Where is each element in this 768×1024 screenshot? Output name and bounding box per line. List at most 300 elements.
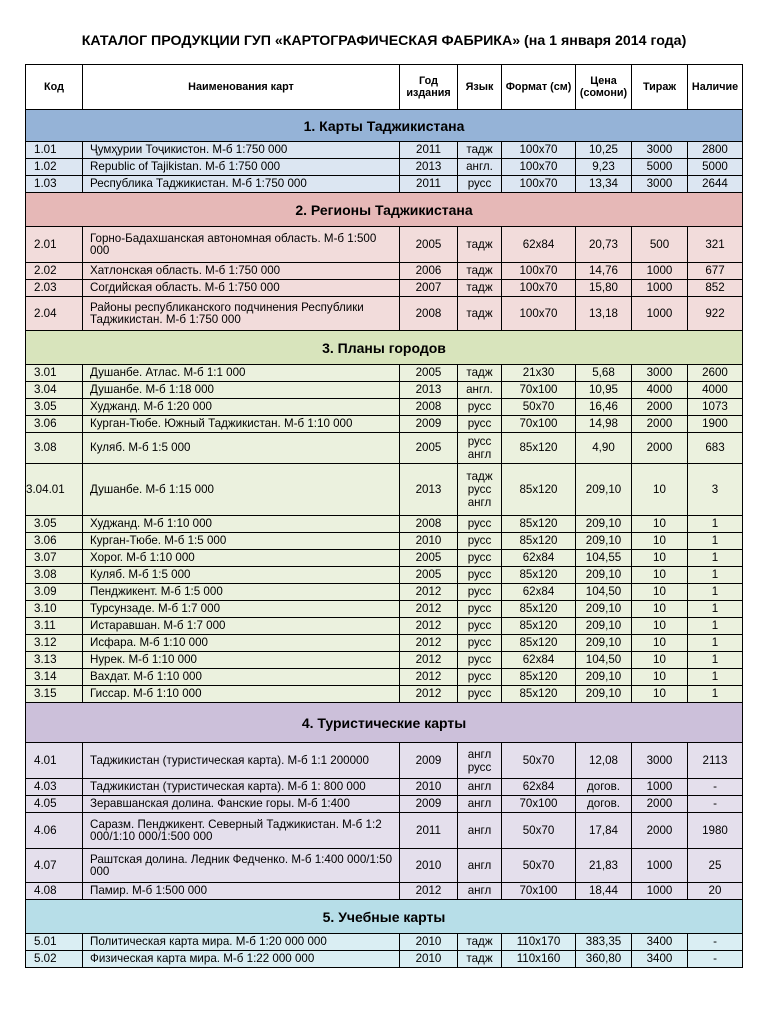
stock-cell: - bbox=[688, 796, 743, 813]
stock-cell: 1 bbox=[688, 584, 743, 601]
year-cell: 2009 bbox=[400, 796, 458, 813]
name-cell: Худжанд. М-б 1:20 000 bbox=[83, 399, 400, 416]
stock-cell: 2600 bbox=[688, 365, 743, 382]
stock-cell: 1 bbox=[688, 652, 743, 669]
header-row bbox=[26, 65, 743, 110]
year-cell: 2008 bbox=[400, 516, 458, 533]
format-cell: 85х120 bbox=[502, 516, 576, 533]
format-cell: 70х100 bbox=[502, 382, 576, 399]
format-cell: 100х70 bbox=[502, 159, 576, 176]
language-cell: тадж bbox=[458, 280, 502, 297]
print-run-cell: 10 bbox=[632, 601, 688, 618]
print-run-cell: 2000 bbox=[632, 399, 688, 416]
stock-cell: 1 bbox=[688, 618, 743, 635]
code-cell: 5.01 bbox=[26, 934, 83, 951]
language-cell: тадж bbox=[458, 142, 502, 159]
price-cell: 16,46 bbox=[576, 399, 632, 416]
code-cell: 3.06 bbox=[26, 533, 83, 550]
language-cell: тадж bbox=[458, 263, 502, 280]
year-cell: 2013 bbox=[400, 464, 458, 516]
table-row bbox=[26, 951, 743, 968]
stock-cell: 20 bbox=[688, 883, 743, 900]
stock-cell: - bbox=[688, 934, 743, 951]
price-cell: 21,83 bbox=[576, 849, 632, 883]
table-row bbox=[26, 159, 743, 176]
price-cell: 104,50 bbox=[576, 584, 632, 601]
language-cell: тадж bbox=[458, 297, 502, 331]
stock-cell: 1900 bbox=[688, 416, 743, 433]
language-cell: англ. bbox=[458, 382, 502, 399]
stock-cell: 2644 bbox=[688, 176, 743, 193]
price-cell: 209,10 bbox=[576, 516, 632, 533]
name-cell: Турсунзаде. М-б 1:7 000 bbox=[83, 601, 400, 618]
print-run-cell: 3000 bbox=[632, 743, 688, 779]
format-cell: 70х100 bbox=[502, 796, 576, 813]
price-cell: 13,18 bbox=[576, 297, 632, 331]
format-cell: 100х70 bbox=[502, 176, 576, 193]
header-stock: Наличие bbox=[688, 65, 743, 110]
language-cell: англ bbox=[458, 849, 502, 883]
section-heading-row bbox=[26, 331, 743, 365]
format-cell: 110х160 bbox=[502, 951, 576, 968]
stock-cell: 3 bbox=[688, 464, 743, 516]
price-cell: 209,10 bbox=[576, 686, 632, 703]
price-cell: 209,10 bbox=[576, 464, 632, 516]
stock-cell: 1073 bbox=[688, 399, 743, 416]
print-run-cell: 5000 bbox=[632, 159, 688, 176]
stock-cell: 677 bbox=[688, 263, 743, 280]
format-cell: 85х120 bbox=[502, 601, 576, 618]
price-cell: 20,73 bbox=[576, 227, 632, 263]
header-print-run: Тираж bbox=[632, 65, 688, 110]
table-row bbox=[26, 567, 743, 584]
header-language: Язык bbox=[458, 65, 502, 110]
stock-cell: - bbox=[688, 779, 743, 796]
price-cell: 10,25 bbox=[576, 142, 632, 159]
name-cell: Гиссар. М-б 1:10 000 bbox=[83, 686, 400, 703]
print-run-cell: 10 bbox=[632, 584, 688, 601]
year-cell: 2005 bbox=[400, 433, 458, 464]
code-cell: 2.04 bbox=[26, 297, 83, 331]
catalog-table bbox=[25, 64, 743, 968]
name-cell: Горно-Бадахшанская автономная область. М-б 1:500 000 bbox=[83, 227, 400, 263]
table-row bbox=[26, 601, 743, 618]
format-cell: 62х84 bbox=[502, 227, 576, 263]
print-run-cell: 10 bbox=[632, 686, 688, 703]
stock-cell: 4000 bbox=[688, 382, 743, 399]
code-cell: 1.02 bbox=[26, 159, 83, 176]
format-cell: 85х120 bbox=[502, 464, 576, 516]
stock-cell: 852 bbox=[688, 280, 743, 297]
name-cell: Душанбе. М-б 1:15 000 bbox=[83, 464, 400, 516]
year-cell: 2010 bbox=[400, 951, 458, 968]
table-row bbox=[26, 686, 743, 703]
table-row bbox=[26, 365, 743, 382]
print-run-cell: 1000 bbox=[632, 779, 688, 796]
catalog-body bbox=[26, 110, 743, 968]
code-cell: 1.01 bbox=[26, 142, 83, 159]
language-cell: русс bbox=[458, 669, 502, 686]
code-cell: 3.15 bbox=[26, 686, 83, 703]
price-cell: 360,80 bbox=[576, 951, 632, 968]
name-cell: Куляб. М-б 1:5 000 bbox=[83, 433, 400, 464]
year-cell: 2009 bbox=[400, 416, 458, 433]
stock-cell: 2113 bbox=[688, 743, 743, 779]
year-cell: 2006 bbox=[400, 263, 458, 280]
code-cell: 5.02 bbox=[26, 951, 83, 968]
table-row bbox=[26, 142, 743, 159]
print-run-cell: 10 bbox=[632, 533, 688, 550]
price-cell: 5,68 bbox=[576, 365, 632, 382]
stock-cell: 683 bbox=[688, 433, 743, 464]
price-cell: 104,50 bbox=[576, 652, 632, 669]
table-row bbox=[26, 416, 743, 433]
section-title: 2. Регионы Таджикистана bbox=[26, 193, 743, 227]
language-cell: тадж bbox=[458, 951, 502, 968]
name-cell: Куляб. М-б 1:5 000 bbox=[83, 567, 400, 584]
stock-cell: 1 bbox=[688, 601, 743, 618]
name-cell: Исфара. М-б 1:10 000 bbox=[83, 635, 400, 652]
name-cell: Душанбе. Атлас. М-б 1:1 000 bbox=[83, 365, 400, 382]
format-cell: 70х100 bbox=[502, 883, 576, 900]
print-run-cell: 1000 bbox=[632, 263, 688, 280]
language-cell: англ bbox=[458, 813, 502, 849]
section-title: 5. Учебные карты bbox=[26, 900, 743, 934]
table-row bbox=[26, 176, 743, 193]
year-cell: 2012 bbox=[400, 618, 458, 635]
name-cell: Саразм. Пенджикент. Северный Таджикистан. М-б 1:2 000/1:10 000/1:500 000 bbox=[83, 813, 400, 849]
stock-cell: 922 bbox=[688, 297, 743, 331]
name-cell: Душанбе. М-б 1:18 000 bbox=[83, 382, 400, 399]
table-row bbox=[26, 382, 743, 399]
year-cell: 2012 bbox=[400, 601, 458, 618]
year-cell: 2007 bbox=[400, 280, 458, 297]
section-title: 3. Планы городов bbox=[26, 331, 743, 365]
stock-cell: 1 bbox=[688, 686, 743, 703]
section-heading-row bbox=[26, 900, 743, 934]
year-cell: 2005 bbox=[400, 550, 458, 567]
format-cell: 100х70 bbox=[502, 280, 576, 297]
language-cell: русс англ bbox=[458, 433, 502, 464]
print-run-cell: 10 bbox=[632, 669, 688, 686]
section-heading-row bbox=[26, 110, 743, 142]
format-cell: 70х100 bbox=[502, 416, 576, 433]
section-title: 1. Карты Таджикистана bbox=[26, 110, 743, 142]
print-run-cell: 3400 bbox=[632, 934, 688, 951]
format-cell: 85х120 bbox=[502, 567, 576, 584]
code-cell: 3.13 bbox=[26, 652, 83, 669]
format-cell: 85х120 bbox=[502, 635, 576, 652]
print-run-cell: 10 bbox=[632, 652, 688, 669]
language-cell: англ bbox=[458, 883, 502, 900]
stock-cell: 1 bbox=[688, 516, 743, 533]
page-title: КАТАЛОГ ПРОДУКЦИИ ГУП «КАРТОГРАФИЧЕСКАЯ ФАБРИКА» (на 1 января 2014 года) bbox=[81, 33, 687, 49]
header-price: Цена (сомони) bbox=[576, 65, 632, 110]
name-cell: Физическая карта мира. М-б 1:22 000 000 bbox=[83, 951, 400, 968]
code-cell: 2.02 bbox=[26, 263, 83, 280]
code-cell: 3.10 bbox=[26, 601, 83, 618]
stock-cell: 1 bbox=[688, 533, 743, 550]
table-row bbox=[26, 796, 743, 813]
code-cell: 3.06 bbox=[26, 416, 83, 433]
table-row bbox=[26, 297, 743, 331]
year-cell: 2011 bbox=[400, 142, 458, 159]
code-cell: 3.04 bbox=[26, 382, 83, 399]
table-row bbox=[26, 533, 743, 550]
price-cell: 18,44 bbox=[576, 883, 632, 900]
year-cell: 2010 bbox=[400, 849, 458, 883]
name-cell: Хорог. М-б 1:10 000 bbox=[83, 550, 400, 567]
print-run-cell: 1000 bbox=[632, 883, 688, 900]
code-cell: 4.03 bbox=[26, 779, 83, 796]
stock-cell: 1 bbox=[688, 635, 743, 652]
price-cell: 15,80 bbox=[576, 280, 632, 297]
format-cell: 62х84 bbox=[502, 584, 576, 601]
price-cell: 12,08 bbox=[576, 743, 632, 779]
table-row bbox=[26, 669, 743, 686]
code-cell: 4.01 bbox=[26, 743, 83, 779]
code-cell: 2.03 bbox=[26, 280, 83, 297]
table-row bbox=[26, 280, 743, 297]
name-cell: Республика Таджикистан. М-б 1:750 000 bbox=[83, 176, 400, 193]
table-row bbox=[26, 550, 743, 567]
table-row bbox=[26, 464, 743, 516]
year-cell: 2010 bbox=[400, 779, 458, 796]
print-run-cell: 3000 bbox=[632, 142, 688, 159]
price-cell: 209,10 bbox=[576, 635, 632, 652]
language-cell: русс bbox=[458, 601, 502, 618]
name-cell: Худжанд. М-б 1:10 000 bbox=[83, 516, 400, 533]
price-cell: догов. bbox=[576, 779, 632, 796]
format-cell: 62х84 bbox=[502, 779, 576, 796]
print-run-cell: 1000 bbox=[632, 280, 688, 297]
language-cell: русс bbox=[458, 516, 502, 533]
print-run-cell: 2000 bbox=[632, 416, 688, 433]
language-cell: англ bbox=[458, 779, 502, 796]
code-cell: 1.03 bbox=[26, 176, 83, 193]
language-cell: русс bbox=[458, 416, 502, 433]
print-run-cell: 3000 bbox=[632, 365, 688, 382]
language-cell: тадж bbox=[458, 365, 502, 382]
price-cell: 104,55 bbox=[576, 550, 632, 567]
code-cell: 3.04.01 bbox=[26, 464, 83, 516]
language-cell: русс bbox=[458, 550, 502, 567]
print-run-cell: 1000 bbox=[632, 297, 688, 331]
header-name: Наименования карт bbox=[83, 65, 400, 110]
year-cell: 2008 bbox=[400, 399, 458, 416]
name-cell: Таджикистан (туристическая карта). М-б 1: 800 000 bbox=[83, 779, 400, 796]
format-cell: 100х70 bbox=[502, 263, 576, 280]
print-run-cell: 10 bbox=[632, 464, 688, 516]
format-cell: 110х170 bbox=[502, 934, 576, 951]
price-cell: догов. bbox=[576, 796, 632, 813]
code-cell: 4.06 bbox=[26, 813, 83, 849]
format-cell: 85х120 bbox=[502, 686, 576, 703]
print-run-cell: 10 bbox=[632, 618, 688, 635]
print-run-cell: 4000 bbox=[632, 382, 688, 399]
format-cell: 50х70 bbox=[502, 813, 576, 849]
format-cell: 50х70 bbox=[502, 399, 576, 416]
name-cell: Таджикистан (туристическая карта). М-б 1:1 200000 bbox=[83, 743, 400, 779]
stock-cell: 321 bbox=[688, 227, 743, 263]
format-cell: 85х120 bbox=[502, 533, 576, 550]
language-cell: русс bbox=[458, 176, 502, 193]
format-cell: 62х84 bbox=[502, 652, 576, 669]
year-cell: 2010 bbox=[400, 533, 458, 550]
format-cell: 85х120 bbox=[502, 618, 576, 635]
price-cell: 209,10 bbox=[576, 567, 632, 584]
price-cell: 14,76 bbox=[576, 263, 632, 280]
year-cell: 2012 bbox=[400, 652, 458, 669]
language-cell: русс bbox=[458, 533, 502, 550]
language-cell: русс bbox=[458, 618, 502, 635]
year-cell: 2013 bbox=[400, 382, 458, 399]
language-cell: русс bbox=[458, 686, 502, 703]
format-cell: 100х70 bbox=[502, 297, 576, 331]
code-cell: 3.07 bbox=[26, 550, 83, 567]
format-cell: 85х120 bbox=[502, 669, 576, 686]
language-cell: тадж bbox=[458, 934, 502, 951]
table-row bbox=[26, 618, 743, 635]
print-run-cell: 2000 bbox=[632, 813, 688, 849]
table-row bbox=[26, 399, 743, 416]
year-cell: 2013 bbox=[400, 159, 458, 176]
code-cell: 3.11 bbox=[26, 618, 83, 635]
table-row bbox=[26, 227, 743, 263]
print-run-cell: 2000 bbox=[632, 433, 688, 464]
print-run-cell: 10 bbox=[632, 550, 688, 567]
price-cell: 14,98 bbox=[576, 416, 632, 433]
year-cell: 2009 bbox=[400, 743, 458, 779]
stock-cell: 1 bbox=[688, 567, 743, 584]
table-row bbox=[26, 584, 743, 601]
name-cell: Зеравшанская долина. Фанские горы. М-б 1:400 bbox=[83, 796, 400, 813]
stock-cell: 2800 bbox=[688, 142, 743, 159]
table-row bbox=[26, 883, 743, 900]
stock-cell: - bbox=[688, 951, 743, 968]
section-title: 4. Туристические карты bbox=[26, 703, 743, 743]
name-cell: Курган-Тюбе. Южный Таджикистан. М-б 1:10 000 bbox=[83, 416, 400, 433]
format-cell: 50х70 bbox=[502, 743, 576, 779]
code-cell: 3.05 bbox=[26, 516, 83, 533]
format-cell: 85х120 bbox=[502, 433, 576, 464]
print-run-cell: 500 bbox=[632, 227, 688, 263]
print-run-cell: 2000 bbox=[632, 796, 688, 813]
table-row bbox=[26, 813, 743, 849]
table-row bbox=[26, 516, 743, 533]
code-cell: 3.05 bbox=[26, 399, 83, 416]
stock-cell: 5000 bbox=[688, 159, 743, 176]
name-cell: Памир. М-б 1:500 000 bbox=[83, 883, 400, 900]
table-row bbox=[26, 263, 743, 280]
language-cell: русс bbox=[458, 567, 502, 584]
name-cell: Истаравшан. М-б 1:7 000 bbox=[83, 618, 400, 635]
year-cell: 2012 bbox=[400, 669, 458, 686]
code-cell: 3.09 bbox=[26, 584, 83, 601]
year-cell: 2005 bbox=[400, 365, 458, 382]
price-cell: 4,90 bbox=[576, 433, 632, 464]
stock-cell: 1980 bbox=[688, 813, 743, 849]
language-cell: англ. bbox=[458, 159, 502, 176]
language-cell: русс bbox=[458, 399, 502, 416]
header-format: Формат (см) bbox=[502, 65, 576, 110]
name-cell: Курган-Тюбе. М-б 1:5 000 bbox=[83, 533, 400, 550]
table-row bbox=[26, 433, 743, 464]
price-cell: 209,10 bbox=[576, 618, 632, 635]
name-cell: Вахдат. М-б 1:10 000 bbox=[83, 669, 400, 686]
year-cell: 2005 bbox=[400, 567, 458, 584]
language-cell: англ русс bbox=[458, 743, 502, 779]
price-cell: 9,23 bbox=[576, 159, 632, 176]
year-cell: 2011 bbox=[400, 813, 458, 849]
year-cell: 2012 bbox=[400, 686, 458, 703]
code-cell: 3.01 bbox=[26, 365, 83, 382]
print-run-cell: 10 bbox=[632, 516, 688, 533]
name-cell: Раштская долина. Ледник Федченко. М-б 1:400 000/1:50 000 bbox=[83, 849, 400, 883]
table-row bbox=[26, 743, 743, 779]
price-cell: 209,10 bbox=[576, 669, 632, 686]
format-cell: 100х70 bbox=[502, 142, 576, 159]
name-cell: Хатлонская область. М-б 1:750 000 bbox=[83, 263, 400, 280]
year-cell: 2012 bbox=[400, 584, 458, 601]
price-cell: 209,10 bbox=[576, 533, 632, 550]
language-cell: русс bbox=[458, 652, 502, 669]
price-cell: 17,84 bbox=[576, 813, 632, 849]
header-year: Год издания bbox=[400, 65, 458, 110]
print-run-cell: 10 bbox=[632, 567, 688, 584]
year-cell: 2008 bbox=[400, 297, 458, 331]
language-cell: русс bbox=[458, 584, 502, 601]
stock-cell: 1 bbox=[688, 550, 743, 567]
table-row bbox=[26, 652, 743, 669]
code-cell: 4.05 bbox=[26, 796, 83, 813]
print-run-cell: 3000 bbox=[632, 176, 688, 193]
section-heading-row bbox=[26, 703, 743, 743]
year-cell: 2012 bbox=[400, 635, 458, 652]
format-cell: 21х30 bbox=[502, 365, 576, 382]
print-run-cell: 10 bbox=[632, 635, 688, 652]
format-cell: 50х70 bbox=[502, 849, 576, 883]
year-cell: 2012 bbox=[400, 883, 458, 900]
code-cell: 4.07 bbox=[26, 849, 83, 883]
language-cell: русс bbox=[458, 635, 502, 652]
year-cell: 2011 bbox=[400, 176, 458, 193]
print-run-cell: 3400 bbox=[632, 951, 688, 968]
table-row bbox=[26, 849, 743, 883]
code-cell: 2.01 bbox=[26, 227, 83, 263]
header-code: Код bbox=[26, 65, 83, 110]
year-cell: 2010 bbox=[400, 934, 458, 951]
code-cell: 3.14 bbox=[26, 669, 83, 686]
price-cell: 383,35 bbox=[576, 934, 632, 951]
name-cell: Политическая карта мира. М-б 1:20 000 000 bbox=[83, 934, 400, 951]
code-cell: 3.12 bbox=[26, 635, 83, 652]
name-cell: Нурек. М-б 1:10 000 bbox=[83, 652, 400, 669]
code-cell: 4.08 bbox=[26, 883, 83, 900]
price-cell: 209,10 bbox=[576, 601, 632, 618]
language-cell: англ bbox=[458, 796, 502, 813]
code-cell: 3.08 bbox=[26, 433, 83, 464]
section-heading-row bbox=[26, 193, 743, 227]
name-cell: Районы республиканского подчинения Республики Таджикистан. М-б 1:750 000 bbox=[83, 297, 400, 331]
print-run-cell: 1000 bbox=[632, 849, 688, 883]
language-cell: тадж русс англ bbox=[458, 464, 502, 516]
table-row bbox=[26, 635, 743, 652]
language-cell: тадж bbox=[458, 227, 502, 263]
name-cell: Republic of Tajikistan. М-б 1:750 000 bbox=[83, 159, 400, 176]
format-cell: 62х84 bbox=[502, 550, 576, 567]
stock-cell: 1 bbox=[688, 669, 743, 686]
